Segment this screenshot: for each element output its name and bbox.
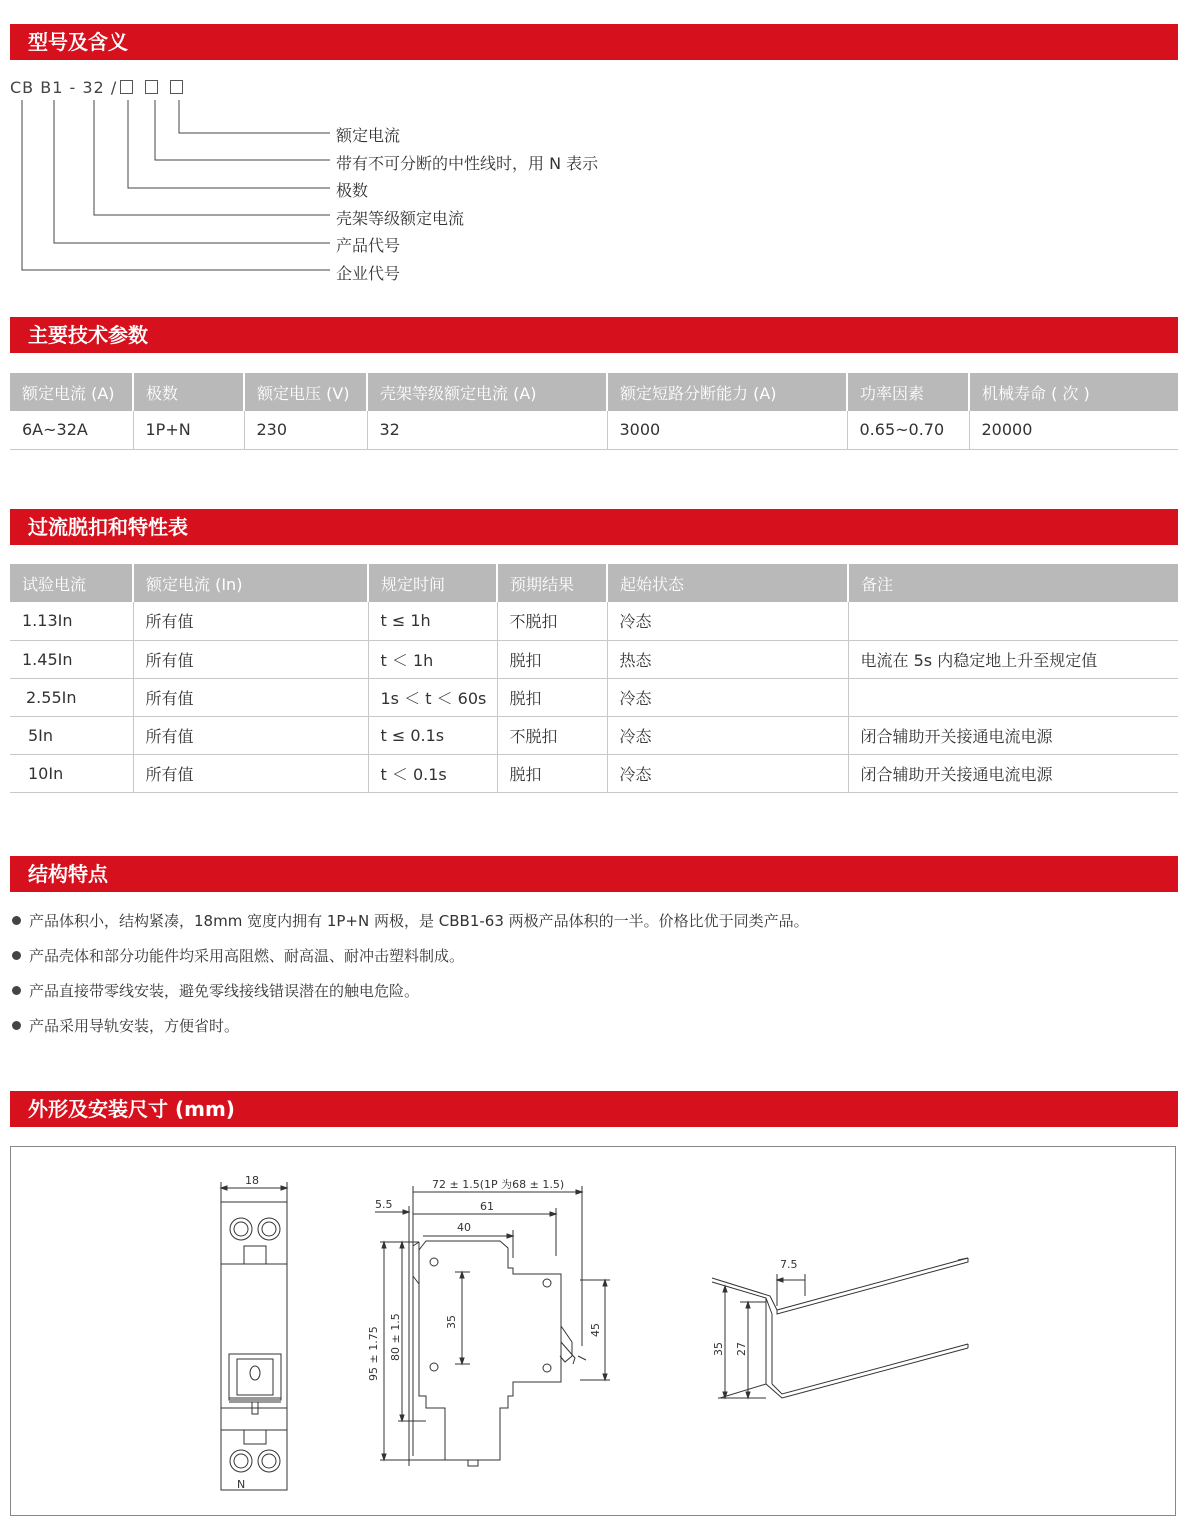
code-dash: - <box>69 78 77 97</box>
trip-header: 预期结果 <box>497 564 607 602</box>
meaning-neutral: 带有不可分断的中性线时，用 N 表示 <box>336 154 599 173</box>
code-slash: / <box>110 78 118 97</box>
section-title-dimensions: 外形及安装尺寸 (mm) <box>10 1091 1178 1127</box>
spec-cell: 1P+N <box>133 411 244 449</box>
list-item <box>12 910 809 931</box>
spec-cell: 32 <box>367 411 607 449</box>
din-rail-drawing <box>712 1258 968 1398</box>
spec-cell: 0.65~0.70 <box>847 411 969 449</box>
dim-front-width: 18 <box>245 1174 259 1187</box>
table-row <box>10 640 1178 678</box>
list-item <box>12 980 419 1001</box>
table-row <box>10 716 1178 754</box>
trip-header: 起始状态 <box>607 564 848 602</box>
trip-cell: t ≤ 0.1s <box>368 716 497 754</box>
front-view-drawing <box>221 1182 287 1490</box>
section-title-params: 主要技术参数 <box>10 317 1178 353</box>
meaning-poles: 极数 <box>336 181 369 200</box>
spec-header: 壳架等级额定电流 (A) <box>367 373 607 411</box>
spec-header: 极数 <box>133 373 244 411</box>
trip-cell: 10In <box>10 754 133 792</box>
trip-header-row <box>10 564 1178 602</box>
feature-text: 产品采用导轨安装，方便省时。 <box>29 1017 240 1035</box>
trip-cell: 闭合辅助开关接通电流电源 <box>848 754 1178 792</box>
trip-cell: 所有值 <box>133 716 368 754</box>
spec-header: 额定电压 (V) <box>244 373 367 411</box>
bullet-icon <box>12 1021 21 1030</box>
trip-cell: 不脱扣 <box>497 716 607 754</box>
meaning-rated-current: 额定电流 <box>336 126 401 145</box>
trip-cell: 脱扣 <box>497 754 607 792</box>
trip-table <box>10 564 1178 793</box>
dim-offset: 5.5 <box>375 1198 393 1211</box>
trip-cell: 脱扣 <box>497 678 607 716</box>
trip-cell: 热态 <box>607 640 848 678</box>
table-row <box>10 754 1178 792</box>
trip-cell: 1.13In <box>10 602 133 640</box>
model-code-leader-lines <box>0 0 340 290</box>
dim-rail-height: 35 <box>712 1342 725 1356</box>
spec-header: 额定电流 (A) <box>10 373 133 411</box>
dim-rail-inner: 27 <box>735 1342 748 1356</box>
side-view-drawing <box>375 1186 610 1466</box>
list-item <box>12 945 464 966</box>
meaning-company-code: 企业代号 <box>336 264 401 283</box>
code-b1: B1 <box>40 78 64 97</box>
trip-cell: 2.55In <box>10 678 133 716</box>
trip-header: 备注 <box>848 564 1178 602</box>
spec-table <box>10 373 1178 450</box>
feature-text: 产品壳体和部分功能件均采用高阻燃、耐高温、耐冲击塑料制成。 <box>29 947 465 965</box>
feature-text: 产品直接带零线安装，避免零线接线错误潜在的触电危险。 <box>29 982 420 1000</box>
section-title-model: 型号及含义 <box>10 24 1178 60</box>
trip-cell: 冷态 <box>607 602 848 640</box>
trip-cell: 所有值 <box>133 640 368 678</box>
trip-cell: 1.45In <box>10 640 133 678</box>
dim-depth-40: 40 <box>457 1221 471 1234</box>
meaning-frame-current: 壳架等级额定电流 <box>336 209 465 228</box>
dim-front-45: 45 <box>589 1323 602 1337</box>
dim-total-depth: 72 ± 1.5(1P 为68 ± 1.5) <box>432 1178 565 1191</box>
meaning-product-code: 产品代号 <box>336 236 401 255</box>
trip-cell: t ＜ 0.1s <box>368 754 497 792</box>
dimension-drawings <box>0 1146 1200 1516</box>
spec-header: 功率因素 <box>847 373 969 411</box>
trip-cell: 冷态 <box>607 716 848 754</box>
list-item <box>12 1015 239 1036</box>
trip-header: 规定时间 <box>368 564 497 602</box>
bullet-icon <box>12 986 21 995</box>
feature-text: 产品体积小，结构紧凑，18mm 宽度内拥有 1P+N 两极，是 CBB1-63 两极产品体积的一半。价格比优于同类产品。 <box>29 912 809 930</box>
trip-header: 额定电流 (In) <box>133 564 368 602</box>
table-row <box>10 678 1178 716</box>
trip-cell: 不脱扣 <box>497 602 607 640</box>
spec-header: 额定短路分断能力 (A) <box>607 373 847 411</box>
neutral-label: N <box>237 1478 246 1491</box>
bullet-icon <box>12 916 21 925</box>
section-title-structure: 结构特点 <box>10 856 1178 892</box>
trip-cell <box>848 602 1178 640</box>
code-cb: CB <box>10 78 35 97</box>
spec-cell: 6A~32A <box>10 411 133 449</box>
trip-cell: 所有值 <box>133 602 368 640</box>
spec-cell: 230 <box>244 411 367 449</box>
trip-cell <box>848 678 1178 716</box>
trip-cell: 1s ＜ t ＜ 60s <box>368 678 497 716</box>
spec-cell: 20000 <box>969 411 1178 449</box>
section-title-trip: 过流脱扣和特性表 <box>10 509 1178 545</box>
trip-cell: t ＜ 1h <box>368 640 497 678</box>
trip-cell: 冷态 <box>607 678 848 716</box>
trip-cell: 所有值 <box>133 754 368 792</box>
trip-cell: 冷态 <box>607 754 848 792</box>
trip-cell: 5In <box>10 716 133 754</box>
trip-cell: 闭合辅助开关接通电流电源 <box>848 716 1178 754</box>
trip-cell: 电流在 5s 内稳定地上升至规定值 <box>848 640 1178 678</box>
table-row <box>10 602 1178 640</box>
trip-cell: 所有值 <box>133 678 368 716</box>
trip-header: 试验电流 <box>10 564 133 602</box>
dim-rail-35: 35 <box>445 1315 458 1329</box>
spec-cell: 3000 <box>607 411 847 449</box>
table-row <box>10 411 1178 449</box>
bullet-icon <box>12 951 21 960</box>
trip-cell: t ≤ 1h <box>368 602 497 640</box>
dim-rail-thickness: 7.5 <box>780 1258 798 1271</box>
trip-cell: 脱扣 <box>497 640 607 678</box>
dim-height-95: 95 ± 1.75 <box>367 1326 380 1381</box>
dim-depth-61: 61 <box>480 1200 494 1213</box>
spec-header-row <box>10 373 1178 411</box>
spec-header: 机械寿命 ( 次 ) <box>969 373 1178 411</box>
code-rating: 32 <box>82 78 105 97</box>
dim-height-80: 80 ± 1.5 <box>389 1313 402 1361</box>
